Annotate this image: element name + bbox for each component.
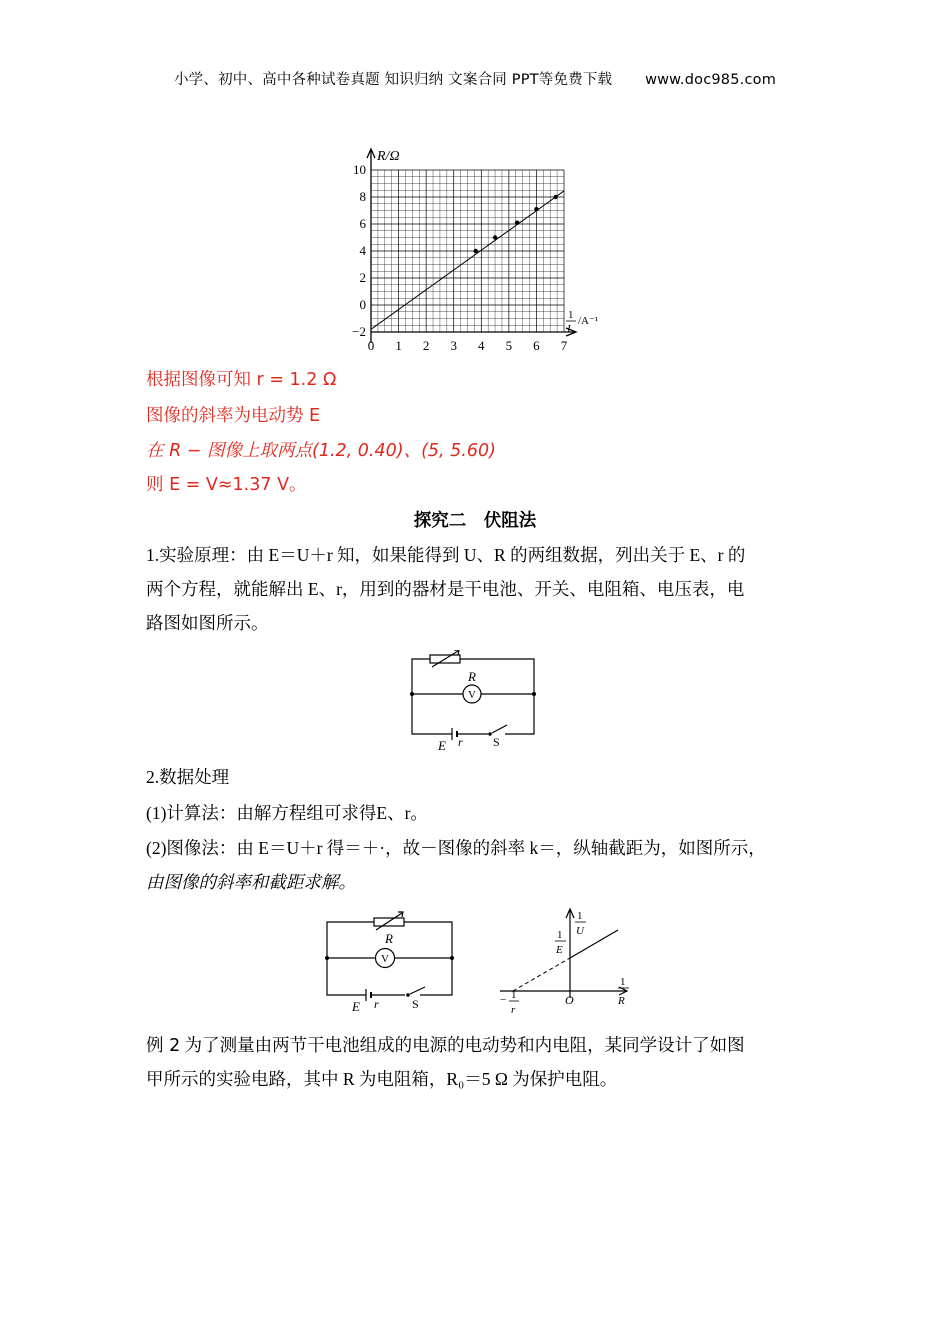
processing-graph-line-2: 由图像的斜率和截距求解。 (146, 872, 356, 892)
graph1-y-tick-label: 2 (359, 270, 366, 285)
g2-intercept-den: E (556, 944, 563, 956)
graph1-grid (371, 170, 564, 332)
c1-internal-label: r (458, 735, 463, 749)
graph1-data-point (474, 249, 478, 253)
graph1-x-tick-label: 4 (478, 338, 485, 353)
c1-battery-label: E (438, 738, 446, 750)
answer-line-1: 根据图像可知 r = 1.2 Ω (146, 370, 337, 390)
section-title: 探究二 伏阻法 (413, 511, 537, 531)
g2-neg-den: r (511, 1004, 516, 1016)
processing-graph-line-1: (2)图像法：由 E＝U＋r 得＝＋·，故－图像的斜率 k＝，纵轴截距为，如图所示， (146, 838, 766, 858)
graph1-data-point (493, 235, 497, 239)
processing-title: 2.数据处理 (146, 767, 230, 787)
graph1-y-tick-label: 0 (359, 297, 366, 312)
graph1-x-tick-label: 1 (395, 338, 402, 353)
c1-wire-left (412, 659, 452, 734)
c2-meter-label: V (381, 953, 389, 965)
graph1-data-point (515, 220, 519, 224)
graph1-x-tick-label: 6 (533, 338, 540, 353)
graph1-y-tick-label: −2 (352, 324, 366, 339)
c1-switch-label: S (493, 735, 500, 749)
principle-line-3: 路图如图所示。 (146, 613, 269, 633)
graph1-x-frac-den: I (567, 323, 571, 335)
g2-neg-sign: − (500, 994, 507, 1006)
page-header (0, 68, 950, 89)
c2-switch-blade (410, 987, 425, 994)
example-line-2: 甲所示的实验电路，其中 R 为电阻箱，R₀＝5 Ω 为保护电阻。 (146, 1069, 618, 1089)
graph1-y-tick-label: 4 (359, 243, 366, 258)
g2-neg-num: 1 (511, 989, 517, 1001)
header-text: 小学、初中、高中各种试卷真题 知识归纳 文案合同 PPT等免费下载 (173, 72, 613, 88)
g2-y-den: U (576, 925, 584, 937)
graph1-y-axis-label: R/Ω (377, 149, 400, 164)
g2-origin: O (565, 993, 574, 1007)
example-text-1: 为了测量由两节干电池组成的电源的电动势和内电阻，某同学设计了如图 (180, 1035, 745, 1055)
graph1-data-point (534, 207, 538, 211)
c2-internal-label: r (374, 997, 379, 1011)
c2-battery-label: E (352, 999, 360, 1014)
principle-line-1: 1.实验原理：由 E＝U＋r 知，如果能得到 U、R 的两组数据，列出关于 E、r 的 (146, 545, 746, 565)
graph1-x-tick-label: 2 (422, 338, 430, 353)
graph1-y-tick-label: 8 (359, 189, 366, 204)
graph1-x-tick-label: 5 (505, 338, 513, 353)
graph1-x-tick-label: 7 (560, 338, 568, 353)
graph-inverse-u-vs-inverse-r (490, 900, 640, 1020)
graph1-y-tick-labels (352, 162, 366, 339)
graph1-x-tick-labels (368, 338, 568, 353)
g2-x-den: R (618, 995, 625, 1007)
c1-meter-label: V (468, 689, 476, 701)
principle-line-2: 两个方程，就能解出 E、r，用到的器材是干电池、开关、电阻箱、电压表，电 (146, 579, 745, 599)
example-label: 例 2 (146, 1036, 181, 1056)
circuit-diagram-2 (320, 905, 465, 1015)
graph1-x-tick-label: 3 (450, 338, 457, 353)
graph1-x-unit: /A⁻¹ (578, 315, 599, 327)
header-url[interactable]: www.doc985.com (645, 72, 777, 88)
graph1-x-tick-label: 0 (367, 338, 375, 353)
g2-x-num: 1 (620, 976, 626, 988)
graph1-x-frac-num: 1 (568, 309, 574, 321)
example-line-1 (146, 1033, 826, 1058)
g2-dashed-line (513, 958, 570, 991)
c1-switch-blade (492, 725, 507, 733)
graph1-data-point (554, 195, 558, 199)
c2-switch-label: S (412, 997, 419, 1011)
answer-line-3: 在 R − 图像上取两点(1.2, 0.40)、(5, 5.60) (146, 441, 496, 461)
circuit-diagram-1 (405, 650, 545, 750)
c2-resistor-label: R (385, 931, 393, 946)
processing-calc: (1)计算法：由解方程组可求得E、r。 (146, 803, 428, 823)
answer-line-2: 图像的斜率为电动势 E (146, 406, 321, 426)
graph1-y-tick-label: 6 (359, 216, 366, 231)
g2-y-num: 1 (577, 910, 583, 922)
graph1-y-tick-label: 10 (353, 162, 366, 177)
c1-resistor-label: R (468, 669, 476, 684)
answer-line-4: 则 E = V≈1.37 V。 (146, 475, 307, 495)
graph-r-vs-inverse-i (330, 140, 630, 360)
g2-intercept-num: 1 (557, 929, 563, 941)
